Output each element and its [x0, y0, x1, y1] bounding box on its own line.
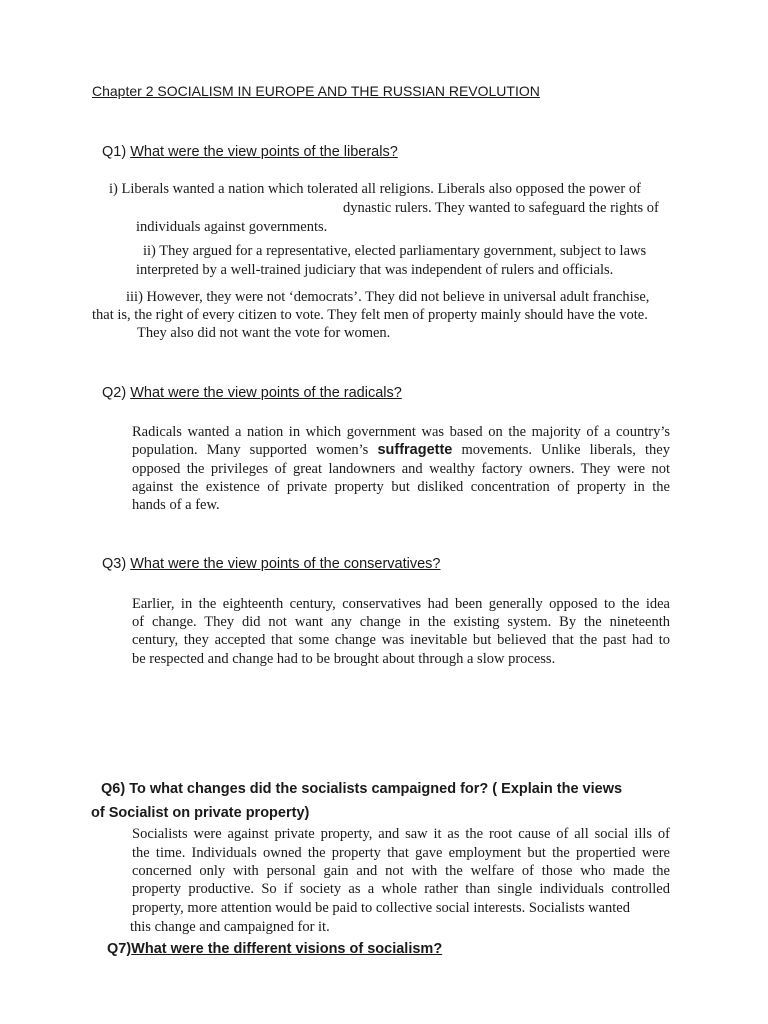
q3-answer-line4: be respected and change had to be brought about through a slow process.: [132, 651, 556, 667]
q6-answer-line4: property productive. So if society as a whole rather than single individuals controlled: [132, 881, 670, 897]
q2-answer-line3: opposed the privileges of great landowners and wealthy factory owners. They were not: [132, 461, 670, 477]
q3-answer-line2: of change. They did not want any change in the existing system. By the nineteenth: [132, 614, 670, 630]
q2-answer-line1: Radicals wanted a nation in which government was based on the majority of a country’s: [132, 424, 670, 440]
q1-point-ii-line1: ii) They argued for a representative, elected parliamentary government, subject to laws: [143, 243, 647, 259]
q1-point-iii-line2: that is, the right of every citizen to vote. They felt men of property mainly should have the vote.: [92, 307, 648, 323]
q2-answer-line2-end: movements. Unlike liberals, they: [461, 442, 670, 458]
q7-question: What were the different visions of socialism?: [131, 941, 443, 957]
q2-answer-line5: hands of a few.: [132, 497, 220, 513]
q2-answer-line2-start: population. Many supported women’s: [132, 442, 369, 458]
q1-point-i-line2: dynastic rulers. They wanted to safeguard the rights of: [343, 200, 659, 216]
q7-number: Q7): [107, 941, 132, 957]
q6-heading-line1: Q6) To what changes did the socialists campaigned for? ( Explain the views: [101, 781, 623, 797]
q6-answer-line6: this change and campaigned for it.: [130, 919, 330, 935]
q1-number: Q1): [102, 144, 127, 160]
q3-answer-line3: century, they accepted that some change was inevitable but believed that the past had to: [132, 632, 670, 648]
q3-heading: [102, 556, 441, 572]
q6-answer-line5: property, more attention would be paid to collective social interests. Socialists wanted: [132, 900, 630, 916]
q3-question: What were the view points of the conservatives?: [130, 556, 441, 572]
q6-answer-line2: the time. Individuals owned the property that gave employment but the propertied were: [132, 845, 670, 861]
q1-point-iii-line3: They also did not want the vote for women.: [137, 325, 391, 341]
q1-question: What were the view points of the liberals?: [130, 144, 398, 160]
q1-point-iii-line1: iii) However, they were not ‘democrats’. They did not believe in universal adult franchise,: [126, 289, 650, 305]
q1-point-ii-line2: interpreted by a well-trained judiciary that was independent of rulers and officials.: [136, 262, 614, 278]
q3-number: Q3): [102, 556, 127, 572]
suffragette-term: suffragette: [377, 442, 453, 458]
q1-heading: [102, 144, 398, 160]
q2-question: What were the view points of the radicals?: [130, 385, 402, 401]
q7-heading: [107, 941, 442, 957]
q1-point-i-line3: individuals against governments.: [136, 219, 328, 235]
q2-answer-line2: [132, 442, 670, 459]
chapter-title: Chapter 2 SOCIALISM IN EUROPE AND THE RUSSIAN REVOLUTION: [92, 83, 540, 99]
q6-heading-line2: of Socialist on private property): [91, 805, 310, 821]
q6-answer-line3: concerned only with personal gain and not with the welfare of those who made the: [132, 863, 670, 879]
q3-answer-line1: Earlier, in the eighteenth century, conservatives had been generally opposed to the idea: [132, 596, 670, 612]
q2-number: Q2): [102, 385, 127, 401]
q2-heading: [102, 385, 402, 401]
q2-answer-line4: against the existence of private property but disliked concentration of property in the: [132, 479, 670, 495]
q1-point-i-line1: i) Liberals wanted a nation which tolerated all religions. Liberals also opposed the power of: [109, 181, 641, 197]
q6-answer-line1: Socialists were against private property, and saw it as the root cause of all social ills of: [132, 826, 670, 842]
